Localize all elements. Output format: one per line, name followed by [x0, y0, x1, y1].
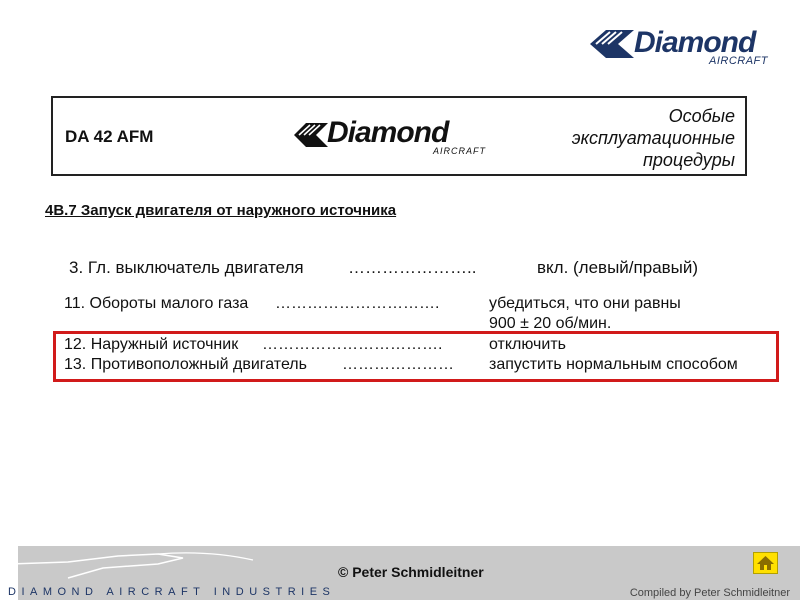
- step-leader: ………………………….: [275, 295, 440, 312]
- document-header: [51, 96, 747, 176]
- step-value: вкл. (левый/правый): [537, 258, 699, 277]
- brand-sub: AIRCRAFT: [709, 55, 768, 67]
- diamond-header-icon: [293, 122, 329, 150]
- company-name: DIAMOND AIRCRAFT INDUSTRIES: [8, 586, 336, 598]
- header-title: [495, 105, 735, 171]
- diamond-logo-icon: [588, 28, 636, 64]
- header-logo: [293, 116, 513, 156]
- step-leader: …………………: [342, 356, 454, 373]
- step-leader: …………………………….: [262, 336, 443, 353]
- step-label: 13. Противоположный двигатель: [64, 356, 307, 373]
- step-label: 12. Наружный источник: [64, 336, 239, 353]
- footer: [0, 546, 800, 600]
- step-row: [69, 258, 699, 278]
- brand-logo: [588, 24, 778, 70]
- header-title-line2: эксплуатационные: [571, 128, 735, 148]
- home-button[interactable]: [753, 552, 778, 574]
- step-label: 3. Гл. выключатель двигателя: [69, 258, 304, 277]
- header-title-line3: процедуры: [642, 150, 735, 170]
- step-row: [64, 295, 681, 332]
- section-title: 4B.7 Запуск двигателя от наружного источника: [45, 202, 397, 219]
- step-leader: …………………..: [348, 258, 477, 277]
- brand-name: Diamond: [634, 26, 756, 59]
- step-label: 11. Обороты малого газа: [64, 295, 249, 312]
- step-value: отключить: [489, 336, 566, 353]
- step-value: убедиться, что они равны: [489, 295, 681, 312]
- doc-id: DA 42 AFM: [65, 127, 154, 146]
- step-value: запустить нормальным способом: [489, 356, 738, 373]
- copyright: © Peter Schmidleitner: [338, 564, 484, 580]
- compiled-by: Compiled by Peter Schmidleitner: [629, 587, 790, 599]
- highlight-box: [53, 331, 779, 382]
- header-logo-sub: AIRCRAFT: [433, 146, 486, 156]
- home-icon: [754, 553, 777, 573]
- aircraft-outline-icon: [8, 548, 258, 584]
- step-value-2: 900 ± 20 об/мин.: [489, 315, 612, 332]
- header-title-line1: Особые: [668, 106, 735, 126]
- header-logo-name: Diamond: [327, 116, 449, 149]
